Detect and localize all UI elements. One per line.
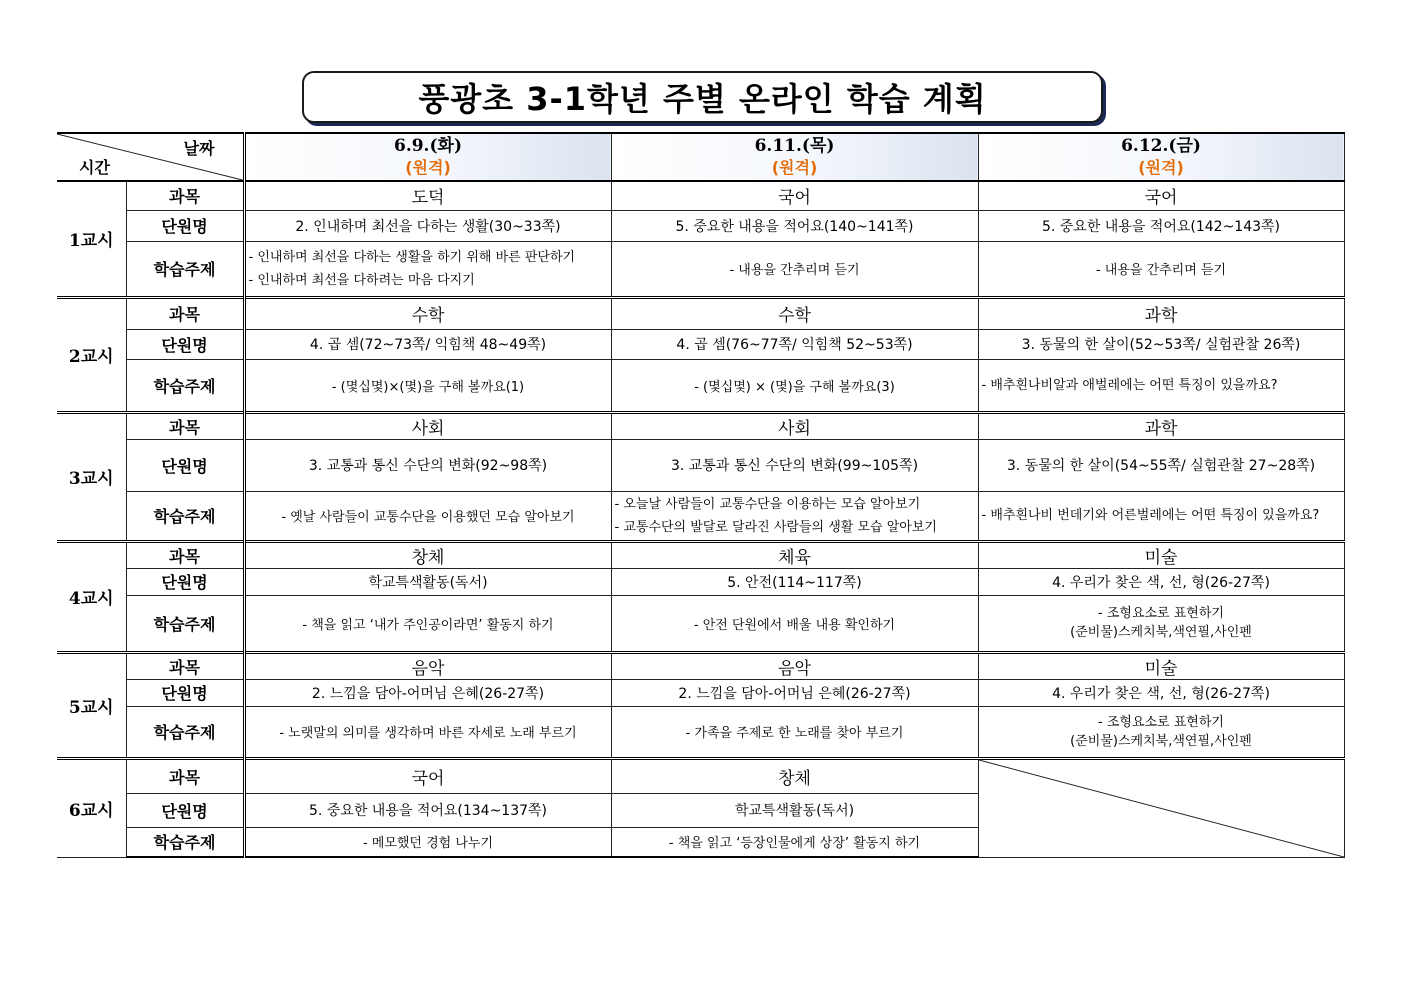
subject-row [57,181,1344,210]
day-date: 6.11.(목) [754,136,835,156]
subject-row [57,412,1344,439]
day-mode: (원격) [771,158,818,177]
unit-cell: 2. 인내하며 최선을 다하는 생활(30~33쪽) [244,210,611,241]
row-label-topic: 학습주제 [126,706,244,758]
day-header [611,133,978,181]
period-label: 1교시 [57,181,126,297]
day-header [978,133,1344,181]
unit-row [57,439,1344,491]
row-label-subject: 과목 [126,181,244,210]
row-label-subject: 과목 [126,758,244,793]
unit-row [57,679,1344,706]
unit-cell: 4. 곱 셈(72~73쪽/ 익힘책 48~49쪽) [244,329,611,359]
time-axis-label: 시간 [79,158,110,177]
row-label-unit: 단원명 [126,679,244,706]
unit-cell: 학교특색활동(독서) [244,568,611,595]
unit-row [57,210,1344,241]
unit-cell: 5. 중요한 내용을 적어요(134~137쪽) [244,793,611,827]
page-title: 풍광초 3-1학년 주별 온라인 학습 계획 [302,71,1103,123]
unit-row [57,329,1344,359]
subject-cell: 국어 [244,758,611,793]
unit-cell: 2. 느낌을 담아-어머님 은혜(26-27쪽) [611,679,978,706]
topic-cell: - 내용을 간추리며 듣기 [978,241,1344,297]
row-label-topic: 학습주제 [126,595,244,652]
subject-row [57,652,1344,679]
topic-cell: - (몇십몇)×(몇)을 구해 볼까요(1) [244,359,611,412]
topic-line: - 인내하며 최선을 다하려는 마음 다지기 [248,272,475,288]
topic-row [57,595,1344,652]
topic-cell: - 옛날 사람들이 교통수단을 이용했던 모습 알아보기 [244,491,611,541]
unit-cell: 4. 곱 셈(76~77쪽/ 익힘책 52~53쪽) [611,329,978,359]
topic-cell: - 노랫말의 의미를 생각하며 바른 자세로 노래 부르기 [244,706,611,758]
topic-cell [978,706,1344,758]
unit-cell: 학교특색활동(독서) [611,793,978,827]
topic-line: - 조형요소로 표현하기 [1098,714,1224,730]
topic-line: - 조형요소로 표현하기 [1098,606,1224,621]
row-label-subject: 과목 [126,412,244,439]
row-label-subject: 과목 [126,297,244,329]
row-label-subject: 과목 [126,541,244,568]
topic-row [57,359,1344,412]
unit-row [57,568,1344,595]
subject-cell: 과학 [978,297,1344,329]
row-label-subject: 과목 [126,652,244,679]
topic-line: (준비물)스케치북,색연필,사인펜 [1070,733,1252,749]
topic-cell: - (몇십몇) × (몇)을 구해 볼까요(3) [611,359,978,412]
unit-cell: 3. 교통과 통신 수단의 변화(92~98쪽) [244,439,611,491]
schedule-table [57,132,1345,858]
topic-cell: - 배추흰나비 번데기와 어른벌레에는 어떤 특징이 있을까요? [978,491,1344,541]
topic-cell: - 가족을 주제로 한 노래를 찾아 부르기 [611,706,978,758]
subject-cell: 음악 [611,652,978,679]
topic-cell [611,491,978,541]
subject-cell: 사회 [611,412,978,439]
subject-cell: 수학 [611,297,978,329]
unit-cell: 5. 중요한 내용을 적어요(140~141쪽) [611,210,978,241]
row-label-unit: 단원명 [126,568,244,595]
empty-cell-diagonal [979,760,1344,857]
subject-cell: 국어 [978,181,1344,210]
subject-row [57,541,1344,568]
topic-line: - 인내하며 최선을 다하는 생활을 하기 위해 바른 판단하기 [248,249,576,265]
subject-cell: 과학 [978,412,1344,439]
header-corner-cell [57,133,244,181]
subject-cell: 음악 [244,652,611,679]
topic-row [57,706,1344,758]
topic-row [57,491,1344,541]
date-axis-label: 날짜 [183,139,215,158]
topic-cell: - 안전 단원에서 배울 내용 확인하기 [611,595,978,652]
period-label: 2교시 [57,297,126,412]
subject-row [57,297,1344,329]
subject-cell: 미술 [978,541,1344,568]
topic-line: (준비물)스케치북,색연필,사인펜 [1070,625,1252,640]
day-mode: (원격) [405,158,451,177]
unit-cell: 4. 우리가 찾은 색, 선, 형(26-27쪽) [978,679,1344,706]
topic-cell: - 메모했던 경험 나누기 [244,827,611,857]
row-label-unit: 단원명 [126,439,244,491]
row-label-unit: 단원명 [126,793,244,827]
row-label-topic: 학습주제 [126,491,244,541]
day-date: 6.9.(화) [393,136,462,156]
subject-row [57,758,1344,793]
day-mode: (원격) [1138,158,1184,177]
topic-cell: - 배추흰나비알과 애벌레에는 어떤 특징이 있을까요? [978,359,1344,412]
unit-cell: 2. 느낌을 담아-어머님 은혜(26-27쪽) [244,679,611,706]
row-label-unit: 단원명 [126,210,244,241]
period-label: 3교시 [57,412,126,541]
empty-cell [978,758,1344,857]
topic-cell: - 책을 읽고 ‘내가 주인공이라면’ 활동지 하기 [244,595,611,652]
day-header [244,133,611,181]
row-label-unit: 단원명 [126,329,244,359]
period-label: 6교시 [57,758,126,857]
row-label-topic: 학습주제 [126,827,244,857]
subject-cell: 도덕 [244,181,611,210]
unit-cell: 5. 중요한 내용을 적어요(142~143쪽) [978,210,1344,241]
day-date: 6.12.(금) [1121,136,1201,156]
period-label: 5교시 [57,652,126,758]
subject-cell: 국어 [611,181,978,210]
topic-line: - 교통수단의 발달로 달라진 사람들의 생활 모습 알아보기 [614,519,937,535]
subject-cell: 사회 [244,412,611,439]
unit-cell: 5. 안전(114~117쪽) [611,568,978,595]
subject-cell: 미술 [978,652,1344,679]
header-row [57,133,1344,181]
topic-row [57,241,1344,297]
topic-line: - 오늘날 사람들이 교통수단을 이용하는 모습 알아보기 [614,496,921,512]
period-label: 4교시 [57,541,126,652]
row-label-topic: 학습주제 [126,359,244,412]
unit-cell: 4. 우리가 찾은 색, 선, 형(26-27쪽) [978,568,1344,595]
subject-cell: 창체 [244,541,611,568]
subject-cell: 수학 [244,297,611,329]
topic-cell: - 책을 읽고 ‘등장인물에게 상장’ 활동지 하기 [611,827,978,857]
unit-cell: 3. 동물의 한 살이(54~55쪽/ 실험관찰 27~28쪽) [978,439,1344,491]
unit-cell: 3. 교통과 통신 수단의 변화(99~105쪽) [611,439,978,491]
topic-cell [244,241,611,297]
subject-cell: 체육 [611,541,978,568]
row-label-topic: 학습주제 [126,241,244,297]
topic-cell: - 내용을 간추리며 듣기 [611,241,978,297]
topic-cell [978,595,1344,652]
unit-cell: 3. 동물의 한 살이(52~53쪽/ 실험관찰 26쪽) [978,329,1344,359]
subject-cell: 창체 [611,758,978,793]
